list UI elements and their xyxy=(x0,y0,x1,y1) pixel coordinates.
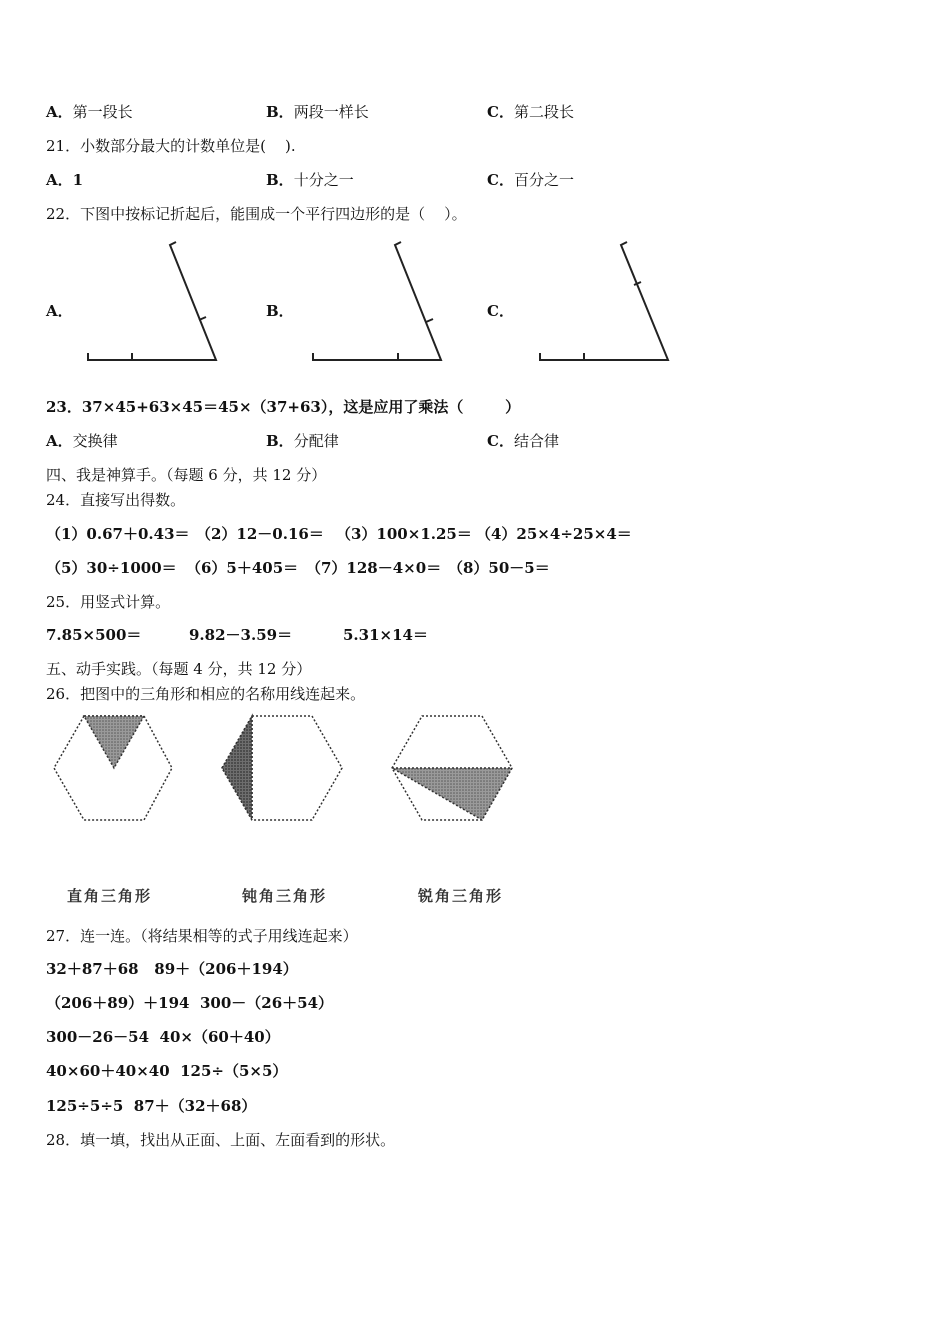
q27-stem: 27．连一连。（将结果相等的式子用线连起来） xyxy=(46,927,358,945)
hexagon-3 xyxy=(392,716,512,820)
q24-item: （8）50－5＝ xyxy=(448,559,550,577)
q24-item: （4）25×4÷25×4＝ xyxy=(476,525,632,543)
q26-name-right-triangle: 直角三角形 xyxy=(67,887,153,905)
q24-item: （5）30÷1000＝ xyxy=(46,559,177,577)
q24-item: （7）128－4×0＝ xyxy=(306,559,442,577)
q25-stem: 25．用竖式计算。 xyxy=(46,593,171,611)
q20-option-b: B．两段一样长 xyxy=(266,103,369,121)
q25-item: 9.82－3.59＝ xyxy=(189,626,293,644)
q27-row: （206＋89）＋194 300－（26＋54） xyxy=(46,994,334,1012)
q22-option-c: C． xyxy=(487,302,514,320)
q21-option-a: A．1 xyxy=(46,171,84,189)
q26-name-acute-triangle: 锐角三角形 xyxy=(418,887,504,905)
q20-option-a: A．第一段长 xyxy=(46,103,133,121)
q26-name-obtuse-triangle: 钝角三角形 xyxy=(242,887,328,905)
q27-row: 32＋87＋68 89＋（206＋194） xyxy=(46,960,298,978)
q27-row: 125÷5÷5 87＋（32＋68） xyxy=(46,1097,257,1115)
section-4-heading: 四、我是神算手。（每题 6 分，共 12 分） xyxy=(46,466,327,484)
q24-item: （1）0.67＋0.43＝ xyxy=(46,525,190,543)
q23-stem: 23．37×45+63×45＝45×（37+63），这是应用了乘法（ ） xyxy=(46,398,521,416)
q25-item: 5.31×14＝ xyxy=(343,626,428,644)
q28-stem: 28．填一填，找出从正面、上面、左面看到的形状。 xyxy=(46,1131,396,1149)
q20-option-c: C．第二段长 xyxy=(487,103,574,121)
q27-row: 40×60＋40×40 125÷（5×5） xyxy=(46,1062,288,1080)
hexagon-2 xyxy=(222,716,342,820)
section-5-heading: 五、动手实践。（每题 4 分，共 12 分） xyxy=(46,660,312,678)
hexagon-1 xyxy=(54,716,172,820)
q22-option-b: B． xyxy=(266,302,294,320)
q24-item: （3）100×1.25＝ xyxy=(336,525,472,543)
q21-stem: 21．小数部分最大的计数单位是( ). xyxy=(46,137,296,155)
q24-item: （6）5＋405＝ xyxy=(186,559,299,577)
q23-option-a: A．交换律 xyxy=(46,432,118,450)
q24-stem: 24．直接写出得数。 xyxy=(46,491,186,509)
q21-option-b: B．十分之一 xyxy=(266,171,354,189)
q23-option-c: C．结合律 xyxy=(487,432,559,450)
q22-option-a: A． xyxy=(46,302,73,320)
q27-row: 300－26－54 40×（60＋40） xyxy=(46,1028,280,1046)
q21-option-c: C．百分之一 xyxy=(487,171,574,189)
q22-stem: 22．下图中按标记折起后，能围成一个平行四边形的是（ ）。 xyxy=(46,205,467,223)
q24-item: （2）12－0.16＝ xyxy=(196,525,324,543)
q26-stem: 26．把图中的三角形和相应的名称用线连起来。 xyxy=(46,685,366,703)
q23-option-b: B．分配律 xyxy=(266,432,339,450)
q25-item: 7.85×500＝ xyxy=(46,626,142,644)
